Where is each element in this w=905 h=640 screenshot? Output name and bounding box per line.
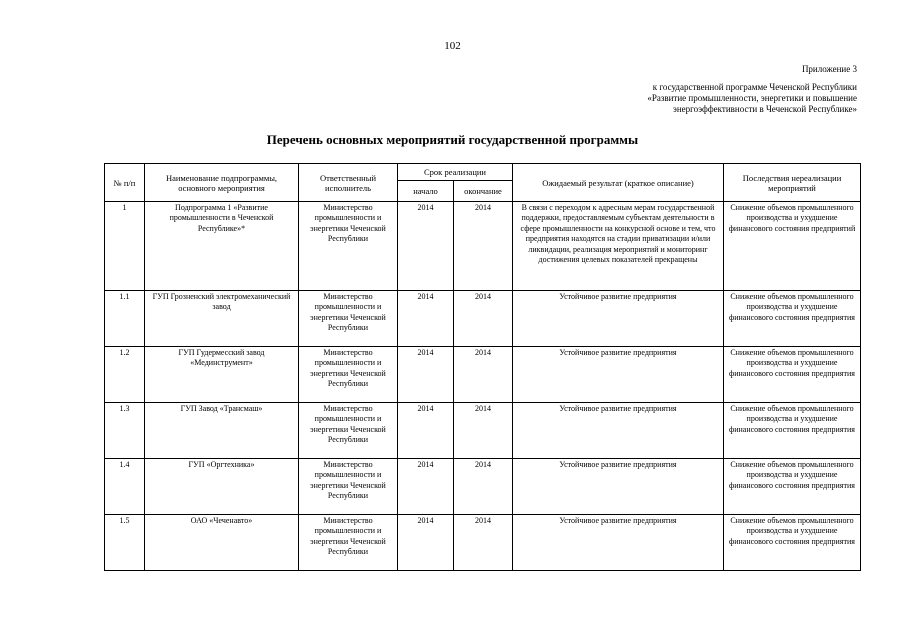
header-name: Наименование подпрограммы, основного мероприятия [145, 164, 299, 202]
cell-number: 1.3 [105, 403, 145, 459]
cell-consequences: Снижение объемов промышленного производства и ухудшение финансового состояния предприятия [724, 515, 861, 571]
cell-start: 2014 [398, 291, 454, 347]
cell-name: ГУП Грозненский электромеханический завод [145, 291, 299, 347]
header-executor: Ответственный исполнитель [299, 164, 398, 202]
table-row [105, 347, 861, 403]
program-reference-line: энергоэффективности в Чеченской Республике» [673, 104, 857, 114]
cell-executor: Министерство промышленности и энергетики Чеченской Республики [299, 459, 398, 515]
document-title: Перечень основных мероприятий государственной программы [266, 132, 639, 147]
table-row [105, 403, 861, 459]
table-header-row [105, 164, 861, 181]
cell-consequences: Снижение объемов промышленного производства и ухудшение финансового состояния предприятия [724, 403, 861, 459]
cell-result: В связи с переходом к адресным мерам государственной поддержки, предоставляемым субъектам деятельности в сфере промышленности на конкурсной основе и тем, что предприятия находятся на стадии приватизации и/или ликвидации, реализация мероприятий и мониторинг достижения целевых показателей прекращены [513, 202, 724, 291]
table-row [105, 291, 861, 347]
cell-name: ГУП Гудермесский завод «Мединструмент» [145, 347, 299, 403]
cell-number: 1.1 [105, 291, 145, 347]
program-reference [537, 82, 857, 115]
cell-end: 2014 [454, 515, 513, 571]
cell-end: 2014 [454, 403, 513, 459]
cell-executor: Министерство промышленности и энергетики Чеченской Республики [299, 202, 398, 291]
cell-name: ГУП «Оргтехника» [145, 459, 299, 515]
page-number: 102 [444, 40, 461, 52]
program-reference-line: «Развитие промышленности, энергетики и повышение [647, 93, 857, 103]
cell-consequences: Снижение объемов промышленного производства и ухудшение финансового состояния предприятия [724, 291, 861, 347]
cell-end: 2014 [454, 291, 513, 347]
appendix-label: Приложение 3 [801, 64, 857, 74]
cell-result: Устойчивое развитие предприятия [513, 515, 724, 571]
header-consequences: Последствия нереализации мероприятий [724, 164, 861, 202]
cell-start: 2014 [398, 515, 454, 571]
cell-number: 1.2 [105, 347, 145, 403]
table-row [105, 202, 861, 291]
header-number: № п/п [105, 164, 145, 202]
cell-executor: Министерство промышленности и энергетики Чеченской Республики [299, 347, 398, 403]
cell-executor: Министерство промышленности и энергетики Чеченской Республики [299, 515, 398, 571]
cell-executor: Министерство промышленности и энергетики Чеченской Республики [299, 403, 398, 459]
cell-end: 2014 [454, 202, 513, 291]
cell-start: 2014 [398, 403, 454, 459]
cell-consequences: Снижение объемов промышленного производства и ухудшение финансового состояния предприятия [724, 459, 861, 515]
table-row [105, 459, 861, 515]
header-period: Срок реализации [398, 164, 513, 181]
cell-name: Подпрограмма 1 «Развитие промышленности в Чеченской Республике»* [145, 202, 299, 291]
cell-name: ГУП Завод «Трансмаш» [145, 403, 299, 459]
header-result: Ожидаемый результат (краткое описание) [513, 164, 724, 202]
cell-result: Устойчивое развитие предприятия [513, 291, 724, 347]
cell-consequences: Снижение объемов промышленного производства и ухудшение финансового состояния предприятий [724, 202, 861, 291]
cell-name: ОАО «Чеченавто» [145, 515, 299, 571]
table-row [105, 515, 861, 571]
cell-start: 2014 [398, 347, 454, 403]
measures-table [104, 163, 861, 571]
program-reference-line: к государственной программе Чеченской Республики [652, 82, 857, 92]
cell-start: 2014 [398, 202, 454, 291]
header-start: начало [398, 181, 454, 202]
cell-end: 2014 [454, 459, 513, 515]
cell-number: 1 [105, 202, 145, 291]
cell-consequences: Снижение объемов промышленного производства и ухудшение финансового состояния предприятия [724, 347, 861, 403]
cell-number: 1.5 [105, 515, 145, 571]
cell-number: 1.4 [105, 459, 145, 515]
cell-result: Устойчивое развитие предприятия [513, 403, 724, 459]
header-end: окончание [454, 181, 513, 202]
cell-end: 2014 [454, 347, 513, 403]
cell-result: Устойчивое развитие предприятия [513, 459, 724, 515]
cell-start: 2014 [398, 459, 454, 515]
cell-result: Устойчивое развитие предприятия [513, 347, 724, 403]
cell-executor: Министерство промышленности и энергетики Чеченской Республики [299, 291, 398, 347]
